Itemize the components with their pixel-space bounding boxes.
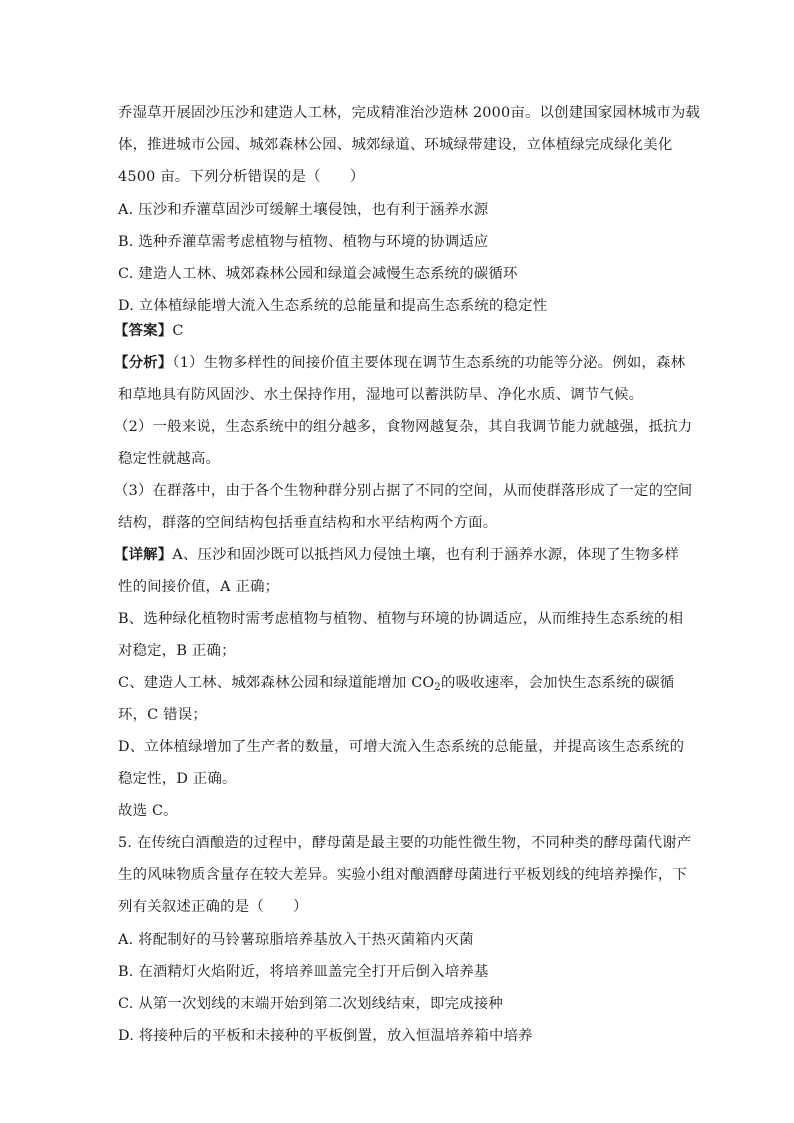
q5-option-b: B. 在酒精灯火焰附近，将培养皿盖完全打开后倒入培养基	[118, 964, 489, 980]
detail-a-line-1	[114, 548, 679, 562]
analysis-p1-text: （1）生物多样性的间接价值主要体现在调节生态系统的功能等分泌。例如，森林	[172, 355, 686, 371]
detail-c-text-pre: C、建造人工林、城郊森林公园和绿道能增加 CO	[118, 675, 435, 691]
detail-b-line-2: 对稳定，B 正确；	[118, 643, 236, 659]
analysis-p3-line-1: （3）在群落中，由于各个生物种群分别占据了不同的空间，从而使群落形成了一定的空间	[114, 483, 693, 499]
detail-d-line-1: D、立体植绿增加了生产者的数量，可增大流入生态系统的总能量，并提高该生态系统的	[118, 739, 685, 755]
detail-conclusion: 故选 C。	[118, 803, 178, 819]
q5-stem-line-3: 列有关叙述正确的是（ ）	[118, 899, 308, 915]
answer-label: 【答案】	[114, 322, 173, 339]
q5-option-c: C. 从第一次划线的末端开始到第二次划线结束，即完成接种	[118, 996, 504, 1012]
q4-stem-line-2: 体，推进城市公园、城郊森林公园、城郊绿道、环城绿带建设，立体植绿完成绿化美化	[118, 137, 673, 153]
detail-a-text: A、压沙和固沙既可以抵挡风力侵蚀土壤，也有利于涵养水源，体现了生物多样	[172, 547, 680, 563]
detail-b-line-1: B、选种绿化植物时需考虑植物与植物、植物与环境的协调适应，从而维持生态系统的相	[118, 611, 684, 627]
answer-value: C	[172, 323, 184, 339]
q4-stem-line-3: 4500 亩。下列分析错误的是（ ）	[118, 169, 365, 185]
detail-d-line-2: 稳定性，D 正确。	[118, 771, 237, 787]
q5-option-d: D. 将接种后的平板和未接种的平板倒置，放入恒温培养箱中培养	[118, 1028, 533, 1044]
q4-option-b: B. 选种乔灌草需考虑植物与植物、植物与环境的协调适应	[118, 234, 489, 250]
answer-line	[114, 324, 184, 338]
analysis-p2-line-1: （2）一般来说，生态系统中的组分越多，食物网越复杂，其自我调节能力就越强，抵抗力	[114, 419, 693, 435]
q4-stem-line-1: 乔湿草开展固沙压沙和建造人工林，完成精准治沙造林 2000亩。以创建国家园林城市为载	[118, 105, 701, 121]
analysis-label: 【分析】	[114, 354, 173, 371]
q4-option-c: C. 建造人工林、城郊森林公园和绿道会减慢生态系统的碳循环	[118, 266, 518, 282]
q4-option-d: D. 立体植绿能增大流入生态系统的总能量和提高生态系统的稳定性	[118, 298, 548, 314]
detail-a-line-2: 性的间接价值，A 正确；	[118, 579, 280, 595]
analysis-p2-line-2: 稳定性就越高。	[118, 451, 221, 467]
q5-stem-line-2: 生的风味物质含量存在较大差异。实验小组对酿酒酵母菌进行平板划线的纯培养操作，下	[118, 867, 688, 883]
q5-option-a: A. 将配制好的马铃薯琼脂培养基放入干热灭菌箱内灭菌	[118, 932, 474, 948]
analysis-p1-line-2: 和草地具有防风固沙、水土保持作用，湿地可以蓄洪防旱、净化水质、调节气候。	[118, 387, 644, 403]
analysis-p3-line-2: 结构，群落的空间结构包括垂直结构和水平结构两个方面。	[118, 515, 498, 531]
detail-c-line-1	[118, 676, 674, 693]
detail-c-text-post: 的吸收速率，会加快生态系统的碳循	[440, 675, 675, 691]
co2-subscript: 2	[434, 682, 441, 693]
detail-label: 【详解】	[114, 546, 173, 563]
q5-stem-line-1: 5. 在传统白酒酿造的过程中，酵母菌是最主要的功能性微生物，不同种类的酵母菌代谢产	[118, 835, 692, 851]
q4-option-a: A. 压沙和乔灌草固沙可缓解土壤侵蚀，也有利于涵养水源	[118, 202, 489, 218]
detail-c-line-2: 环，C 错误；	[118, 707, 207, 723]
analysis-p1-line-1	[114, 356, 685, 370]
